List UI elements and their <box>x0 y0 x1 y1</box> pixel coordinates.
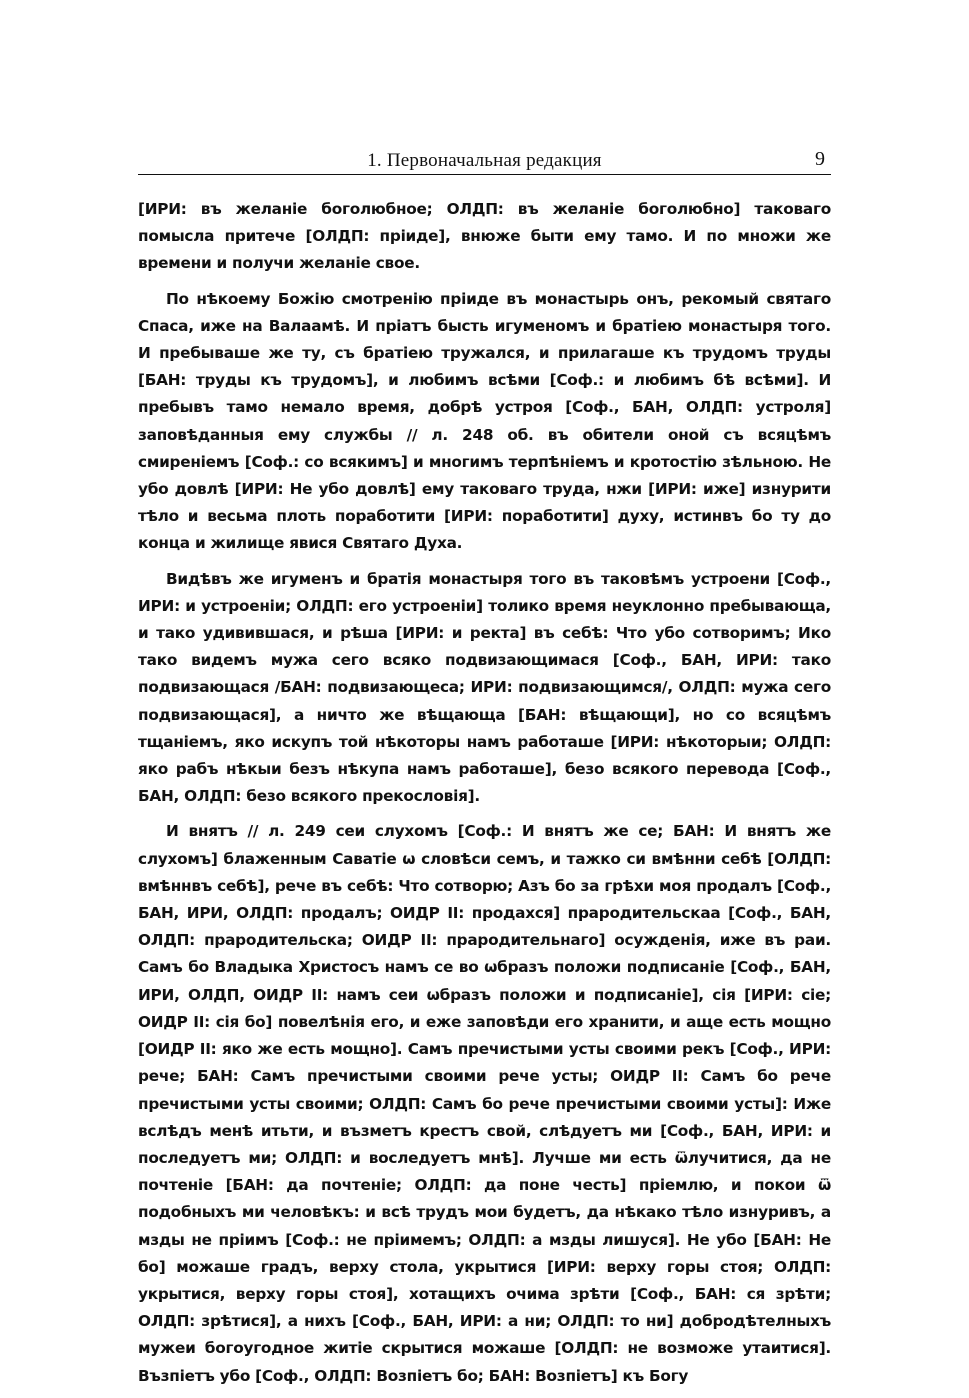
paragraph: Видѣвъ же игуменъ и братія монастыря того въ таковѣмъ устроени [Соф., ИРИ: и устроеніи; ОЛДП: его устроеніи] толико время неуклонно пребывающа, и тако удивившася, и рѣша [ИРИ: и ректа] въ себѣ: Что убо сотворимъ; Ико тако видемъ мужа сего всяко подвизающимася [Соф., БАН, ИРИ: тако подвизающася /БАН: подвизающеса; ИРИ: подвизающимся/, ОЛДП: мужа сего подвизающася], а ничто же вѣщающа [БАН: вѣщающи], но со всяцѣмъ тщаніемъ, яко искупъ той нѣкоторы намъ работаше [ИРИ: нѣкоторыи; ОЛДП: яко рабъ нѣкыи безъ нѣкупа намъ работаше], безо всякого перевода [Соф., БАН, ОЛДП: безо всякого прекословія]. <box>138 569 831 806</box>
paragraph: [ИРИ: въ желаніе боголюбное; ОЛДП: въ желаніе боголюбно] таковаго помысла притече [ОЛДП: пріиде], внюже быти ему тамо. И по множи же времени и получи желаніе свое. <box>138 200 831 273</box>
page-body <box>138 196 831 1398</box>
running-title: 1. Первоначальная редакция <box>367 150 602 171</box>
page-number: 9 <box>815 148 825 170</box>
page-header <box>138 148 831 175</box>
paragraph: По нѣкоему Божію смотренію пріиде въ монастырь онъ, рекомый святаго Спаса, иже на Валаамѣ. И пріатъ бысть игуменомъ и братіею монастыря того. И пребываше же ту, съ братіею тружался, и прилагаше къ трудомъ труды [БАН: труды къ трудомъ], и любимъ всѣми [Соф.: и любимъ бѣ всѣми]. И пребывъ тамо немало время, добрѣ устроя [Соф., БАН, ОЛДП: устроля] заповѣданныя ему службы // л. 248 об. въ обители оной съ всяцѣмъ смиреніемъ [Соф.: со всякимъ] и многимъ терпѣніемъ и кротостію зѣльною. Не убо довлѣ [ИРИ: Не убо довлѣ] ему таковаго труда, нжи [ИРИ: иже] изнурити тѣло и весьма плоть поработити [ИРИ: поработити] духу, истинвъ бо ту до конца и жилище явися Святаго Духа. <box>138 289 831 553</box>
paragraph: И внятъ // л. 249 сеи слухомъ [Соф.: И внятъ же се; БАН: И внятъ же слухомъ] блаженным Саватіе ѡ словѣси семъ, и тажко си вмѣнни себѣ [ОЛДП: вмѣннвъ себѣ], рече въ себѣ: Что сотворю; Азъ бо за грѣхи моя продалъ [Соф., БАН, ИРИ, ОЛДП: продалъ; ОИДР II: продахся] прародительскаа [Соф., БАН, ОЛДП: прародительска; ОИДР II: прародительнаго] осужденія, иже въ раи. Самъ бо Владыка Христосъ намъ се во ѡбразъ положи подписаніе [Соф., БАН, ИРИ, ОЛДП, ОИДР II: намъ сеи ѡбразъ положи и подписаніе], сія [ИРИ: сіе; ОИДР II: сія бо] повелѣнія его, и еже заповѣди его хранити, и аще есть мощно [ОИДР II: яко же есть мощно]. Самъ пречистыми усты своими рекъ [Соф., ИРИ: рече; БАН: Самъ пречистыми своими рече усты; ОИДР II: Самъ бо рече пречистыми усты своими; ОЛДП: Самъ бо рече пречистыми своими усты]: Иже вслѣдъ менѣ итьти, и възметъ крестъ свой, слѣдуетъ ми [Соф., БАН, ИРИ: и последуетъ ми; ОЛДП: и воследуетъ мнѣ]. Лучше ми есть ѿлучитися, да не почтеніе [БАН: да почтеніе; ОЛДП: да поне честь] пріемлю, и покои ѿ подобныхъ ми человѣкъ: и всѣ трудъ мои будетъ, да нѣкако тѣло изнуривъ, а мзды не пріимъ [Соф.: не пріимемъ; ОЛДП: а мзды лишуся]. Не убо [БАН: Не бо] можаше градъ, верху стола, укрытися [ИРИ: верху горы стоя; ОЛДП: укрытися, верху горы стоя], хотащихъ очима зрѣти [Соф., БАН: ся зрѣти; ОЛДП: зрѣтися], а нихъ [Соф., БАН, ИРИ: а ни; ОЛДП: то ни] добродѣтелныхъ мужеи богоугодное житіе скрытися можаше [ОЛДП: не возможе утаитися]. Възпіетъ убо [Соф., ОЛДП: Возпіетъ бо; БАН: Возпіетъ] къ Богу <box>138 822 831 1385</box>
